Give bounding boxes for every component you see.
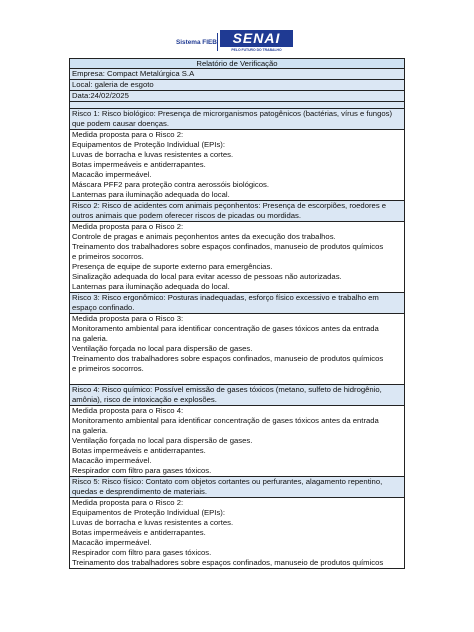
text-line: Macacão impermeável. xyxy=(72,170,152,179)
senai-wordmark: SENAI xyxy=(220,30,293,47)
text-line: na galeria. xyxy=(72,426,108,435)
text-line: Sinalização adequada do local para evitar acesso de pessoas não autorizadas. xyxy=(72,272,342,281)
text-line: Risco 2: Risco de acidentes com animais peçonhentos: Presença de escorpiões, roedores e xyxy=(72,201,387,210)
text-line: Respirador com filtro para gases tóxicos. xyxy=(72,466,212,475)
text-line: Macacão impermeável. xyxy=(72,456,152,465)
risk-cell xyxy=(70,201,405,222)
text-line: Respirador com filtro para gases tóxicos. xyxy=(72,548,212,557)
measure-row xyxy=(70,314,405,385)
empresa-row xyxy=(70,69,405,80)
text-line: Treinamento dos trabalhadores sobre espaços confinados, manuseio de produtos químicos xyxy=(72,242,384,251)
text-line: Botas impermeáveis e antiderrapantes. xyxy=(72,528,206,537)
text-line: Macacão impermeável. xyxy=(72,538,152,547)
text-line: Treinamento dos trabalhadores sobre espaços confinados, manuseio de produtos químicos xyxy=(72,558,384,567)
sistema-fieb-label: Sistema FIEB xyxy=(176,39,217,46)
report-title: Relatório de Verificação xyxy=(70,59,405,69)
text-line: Controle de pragas e animais peçonhentos antes da execução dos trabalhos. xyxy=(72,232,336,241)
measure-cell xyxy=(70,406,405,477)
measure-row xyxy=(70,498,405,569)
text-line: Treinamento dos trabalhadores sobre espaços confinados, manuseio de produtos químicos xyxy=(72,354,384,363)
text-line: e primeiros socorros. xyxy=(72,252,144,261)
text-line: Risco 3: Risco ergonômico: Posturas inadequadas, esforço físico excessivo e trabalho em xyxy=(72,293,379,302)
text-line xyxy=(72,374,402,384)
empresa-cell: Empresa: Compact Metalúrgica S.A xyxy=(70,69,405,80)
text-line: Equipamentos de Proteção Individual (EPIs): xyxy=(72,140,225,149)
local-cell: Local: galeria de esgoto xyxy=(70,80,405,91)
text-line: Medida proposta para o Risco 2: xyxy=(72,498,184,507)
risk-cell xyxy=(70,109,405,130)
text-line: Equipamentos de Proteção Individual (EPIs): xyxy=(72,508,225,517)
risk-row xyxy=(70,385,405,406)
text-line: Luvas de borracha e luvas resistentes a cortes. xyxy=(72,518,234,527)
measure-row xyxy=(70,222,405,293)
logo-divider xyxy=(217,33,218,51)
text-line: amônia), risco de intoxicação e explosões. xyxy=(72,395,217,404)
risk-cell xyxy=(70,293,405,314)
text-line: Medida proposta para o Risco 2: xyxy=(72,222,184,231)
text-line: Medida proposta para o Risco 2: xyxy=(72,130,184,139)
text-line: que podem causar doenças. xyxy=(72,119,170,128)
measure-row xyxy=(70,130,405,201)
text-line: Risco 1: Risco biológico: Presença de microrganismos patogênicos (bactérias, vírus e fungos) xyxy=(72,109,393,118)
text-line: e primeiros socorros. xyxy=(72,364,144,373)
risk-row xyxy=(70,201,405,222)
risk-cell xyxy=(70,477,405,498)
text-line: Ventilação forçada no local para dispersão de gases. xyxy=(72,436,253,445)
risk-row xyxy=(70,109,405,130)
senai-tagline: PELO FUTURO DO TRABALHO xyxy=(231,48,282,52)
text-line: Lanternas para iluminação adequada do local. xyxy=(72,190,230,199)
text-line: Presença de equipe de suporte externo para emergências. xyxy=(72,262,273,271)
text-line: quedas e desprendimento de materiais. xyxy=(72,487,208,496)
risk-cell xyxy=(70,385,405,406)
text-line: Botas impermeáveis e antiderrapantes. xyxy=(72,160,206,169)
text-line: Medida proposta para o Risco 3: xyxy=(72,314,184,323)
text-line: Ventilação forçada no local para dispersão de gases. xyxy=(72,344,253,353)
spacer-cell xyxy=(70,102,405,109)
text-line: Luvas de borracha e luvas resistentes a cortes. xyxy=(72,150,234,159)
risk-row xyxy=(70,477,405,498)
text-line: na galeria. xyxy=(72,334,108,343)
report-table xyxy=(69,58,405,569)
text-line: Botas impermeáveis e antiderrapantes. xyxy=(72,446,206,455)
measure-row xyxy=(70,406,405,477)
text-line: Máscara PFF2 para proteção contra aerossóis biológicos. xyxy=(72,180,269,189)
text-line: outros animais que podem oferecer riscos de picadas ou mordidas. xyxy=(72,211,302,220)
senai-logo xyxy=(176,30,296,54)
measure-cell xyxy=(70,498,405,569)
text-line: Medida proposta para o Risco 4: xyxy=(72,406,184,415)
text-line: Monitoramento ambiental para identificar concentração de gases tóxicos antes da entrada xyxy=(72,324,379,333)
measure-cell xyxy=(70,314,405,385)
text-line: Monitoramento ambiental para identificar concentração de gases tóxicos antes da entrada xyxy=(72,416,379,425)
text-line: espaço confinado. xyxy=(72,303,135,312)
measure-cell xyxy=(70,222,405,293)
text-line: Lanternas para iluminação adequada do local. xyxy=(72,282,230,291)
report-title-row xyxy=(70,59,405,69)
risk-row xyxy=(70,293,405,314)
text-line: Risco 5: Risco físico: Contato com objetos cortantes ou perfurantes, alagamento repentino, xyxy=(72,477,383,486)
local-row xyxy=(70,80,405,91)
spacer-row xyxy=(70,102,405,109)
text-line: Risco 4: Risco químico: Possível emissão de gases tóxicos (metano, sulfeto de hidrogênio, xyxy=(72,385,382,394)
data-cell: Data:24/02/2025 xyxy=(70,91,405,102)
data-row xyxy=(70,91,405,102)
measure-cell xyxy=(70,130,405,201)
